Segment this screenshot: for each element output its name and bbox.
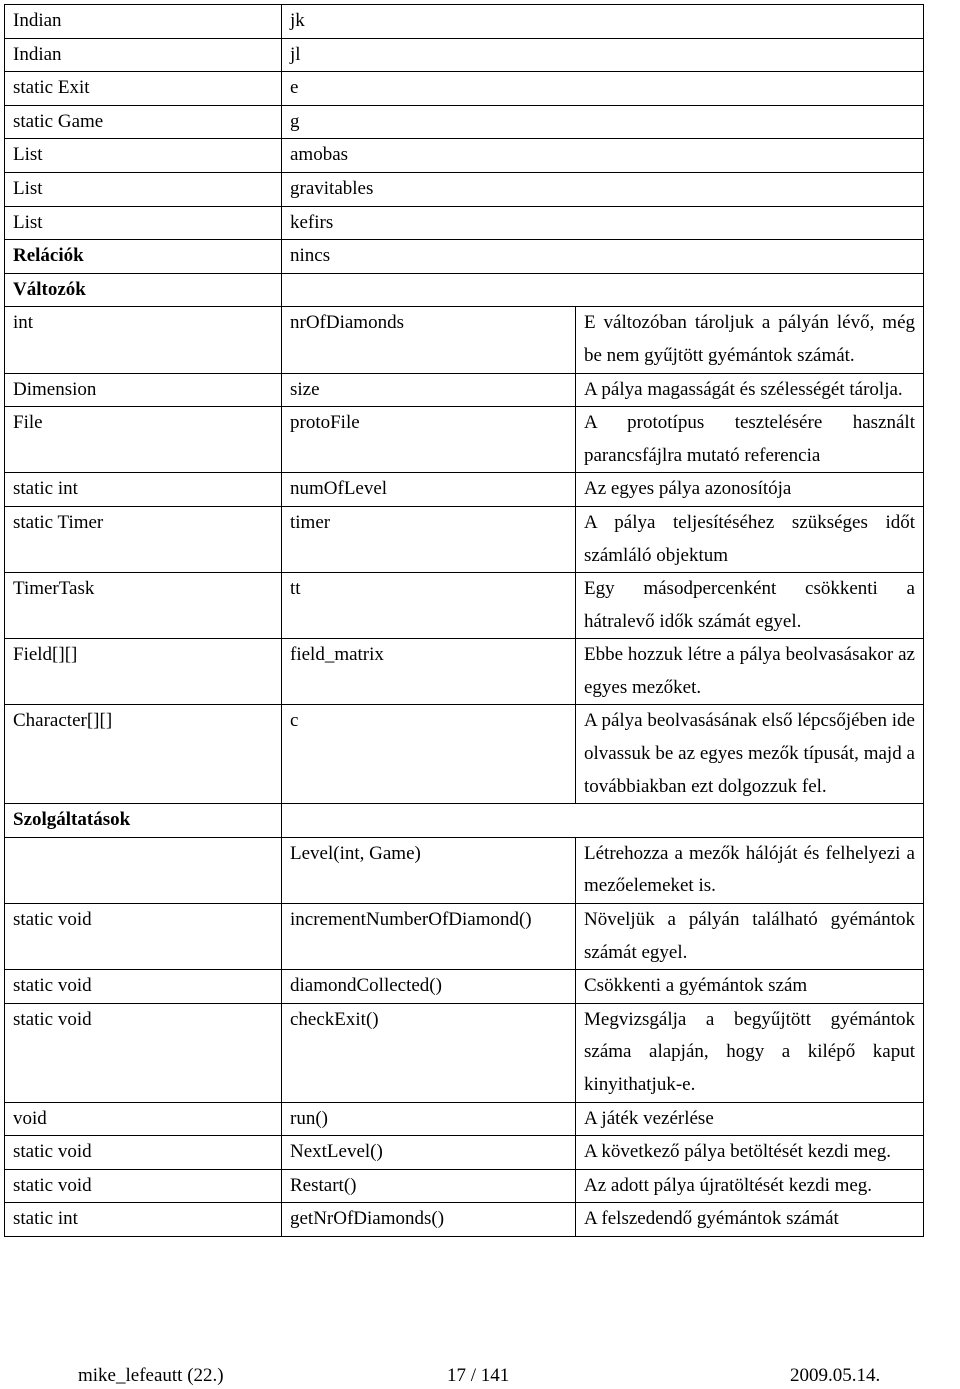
variable-row	[5, 407, 924, 473]
type-cell: static void	[5, 1169, 282, 1203]
name-cell: field_matrix	[282, 639, 576, 705]
variable-row	[5, 506, 924, 572]
description-cell: Az egyes pálya azonosítója	[576, 473, 924, 507]
member-name-cell: kefirs	[282, 206, 924, 240]
description-cell: Az adott pálya újratöltését kezdi meg.	[576, 1169, 924, 1203]
member-type-cell: static Exit	[5, 72, 282, 106]
member-row	[5, 206, 924, 240]
relations-label: Relációk	[5, 240, 282, 274]
class-description-table	[4, 4, 924, 1237]
type-cell: static Timer	[5, 506, 282, 572]
type-cell: Field[][]	[5, 639, 282, 705]
name-cell: diamondCollected()	[282, 970, 576, 1004]
service-row	[5, 837, 924, 903]
name-cell: Level(int, Game)	[282, 837, 576, 903]
footer-date: 2009.05.14.	[790, 1365, 881, 1386]
member-row	[5, 72, 924, 106]
service-row	[5, 1136, 924, 1170]
service-row	[5, 1102, 924, 1136]
type-cell: int	[5, 307, 282, 373]
member-row	[5, 172, 924, 206]
description-cell: A pálya magasságát és szélességét tárolja.	[576, 373, 924, 407]
type-cell: static void	[5, 1003, 282, 1102]
member-name-cell: g	[282, 105, 924, 139]
type-cell: static void	[5, 904, 282, 970]
name-cell: numOfLevel	[282, 473, 576, 507]
type-cell	[5, 837, 282, 903]
variable-row	[5, 307, 924, 373]
name-cell: nrOfDiamonds	[282, 307, 576, 373]
member-name-cell: gravitables	[282, 172, 924, 206]
service-row	[5, 970, 924, 1004]
type-cell: static int	[5, 1203, 282, 1237]
variable-row	[5, 639, 924, 705]
page-footer	[0, 1361, 960, 1389]
name-cell: NextLevel()	[282, 1136, 576, 1170]
name-cell: tt	[282, 573, 576, 639]
type-cell: TimerTask	[5, 573, 282, 639]
member-type-cell: List	[5, 206, 282, 240]
service-row	[5, 1003, 924, 1102]
member-name-cell: jl	[282, 38, 924, 72]
type-cell: static int	[5, 473, 282, 507]
description-cell: E változóban tároljuk a pályán lévő, még be nem gyűjtött gyémántok számát.	[576, 307, 924, 373]
relations-row	[5, 240, 924, 274]
member-name-cell: amobas	[282, 139, 924, 173]
service-row	[5, 1203, 924, 1237]
service-row	[5, 904, 924, 970]
member-type-cell: Indian	[5, 5, 282, 39]
variables-heading-empty-cell	[282, 273, 924, 307]
description-cell: Létrehozza a mezők hálóját és felhelyezi a mezőelemeket is.	[576, 837, 924, 903]
description-cell: A prototípus tesztelésére használt parancsfájlra mutató referencia	[576, 407, 924, 473]
description-cell: A felszedendő gyémántok számát	[576, 1203, 924, 1237]
services-heading-row	[5, 804, 924, 838]
type-cell: static void	[5, 1136, 282, 1170]
service-row	[5, 1169, 924, 1203]
member-type-cell: static Game	[5, 105, 282, 139]
variable-row	[5, 473, 924, 507]
name-cell: Restart()	[282, 1169, 576, 1203]
name-cell: run()	[282, 1102, 576, 1136]
name-cell: c	[282, 705, 576, 804]
variable-row	[5, 705, 924, 804]
variables-heading-row	[5, 273, 924, 307]
member-name-cell: e	[282, 72, 924, 106]
member-row	[5, 38, 924, 72]
type-cell: static void	[5, 970, 282, 1004]
description-cell: Megvizsgálja a begyűjtött gyémántok száma alapján, hogy a kilépő kaput kinyithatjuk-e.	[576, 1003, 924, 1102]
name-cell: getNrOfDiamonds()	[282, 1203, 576, 1237]
name-cell: timer	[282, 506, 576, 572]
member-name-cell: jk	[282, 5, 924, 39]
name-cell: incrementNumberOfDiamond()	[282, 904, 576, 970]
footer-author: mike_lefeautt (22.)	[78, 1365, 224, 1386]
member-row	[5, 5, 924, 39]
description-cell: Csökkenti a gyémántok szám	[576, 970, 924, 1004]
type-cell: File	[5, 407, 282, 473]
name-cell: checkExit()	[282, 1003, 576, 1102]
member-type-cell: List	[5, 172, 282, 206]
member-type-cell: List	[5, 139, 282, 173]
relations-value: nincs	[282, 240, 924, 274]
name-cell: size	[282, 373, 576, 407]
member-row	[5, 105, 924, 139]
description-cell: Egy másodpercenként csökkenti a hátralevő idők számát egyel.	[576, 573, 924, 639]
variable-row	[5, 573, 924, 639]
type-cell: void	[5, 1102, 282, 1136]
description-cell: A következő pálya betöltését kezdi meg.	[576, 1136, 924, 1170]
type-cell: Dimension	[5, 373, 282, 407]
variables-heading: Változók	[5, 273, 282, 307]
member-type-cell: Indian	[5, 38, 282, 72]
name-cell: protoFile	[282, 407, 576, 473]
services-heading: Szolgáltatások	[5, 804, 282, 838]
description-cell: Növeljük a pályán található gyémántok számát egyel.	[576, 904, 924, 970]
member-row	[5, 139, 924, 173]
description-cell: A pálya beolvasásának első lépcsőjében ide olvassuk be az egyes mezők típusát, majd a továbbiakban ezt dolgozzuk fel.	[576, 705, 924, 804]
description-cell: Ebbe hozzuk létre a pálya beolvasásakor az egyes mezőket.	[576, 639, 924, 705]
type-cell: Character[][]	[5, 705, 282, 804]
description-cell: A pálya teljesítéséhez szükséges időt számláló objektum	[576, 506, 924, 572]
description-cell: A játék vezérlése	[576, 1102, 924, 1136]
variable-row	[5, 373, 924, 407]
services-heading-empty-cell	[282, 804, 924, 838]
footer-page-number: 17 / 141	[447, 1365, 510, 1386]
